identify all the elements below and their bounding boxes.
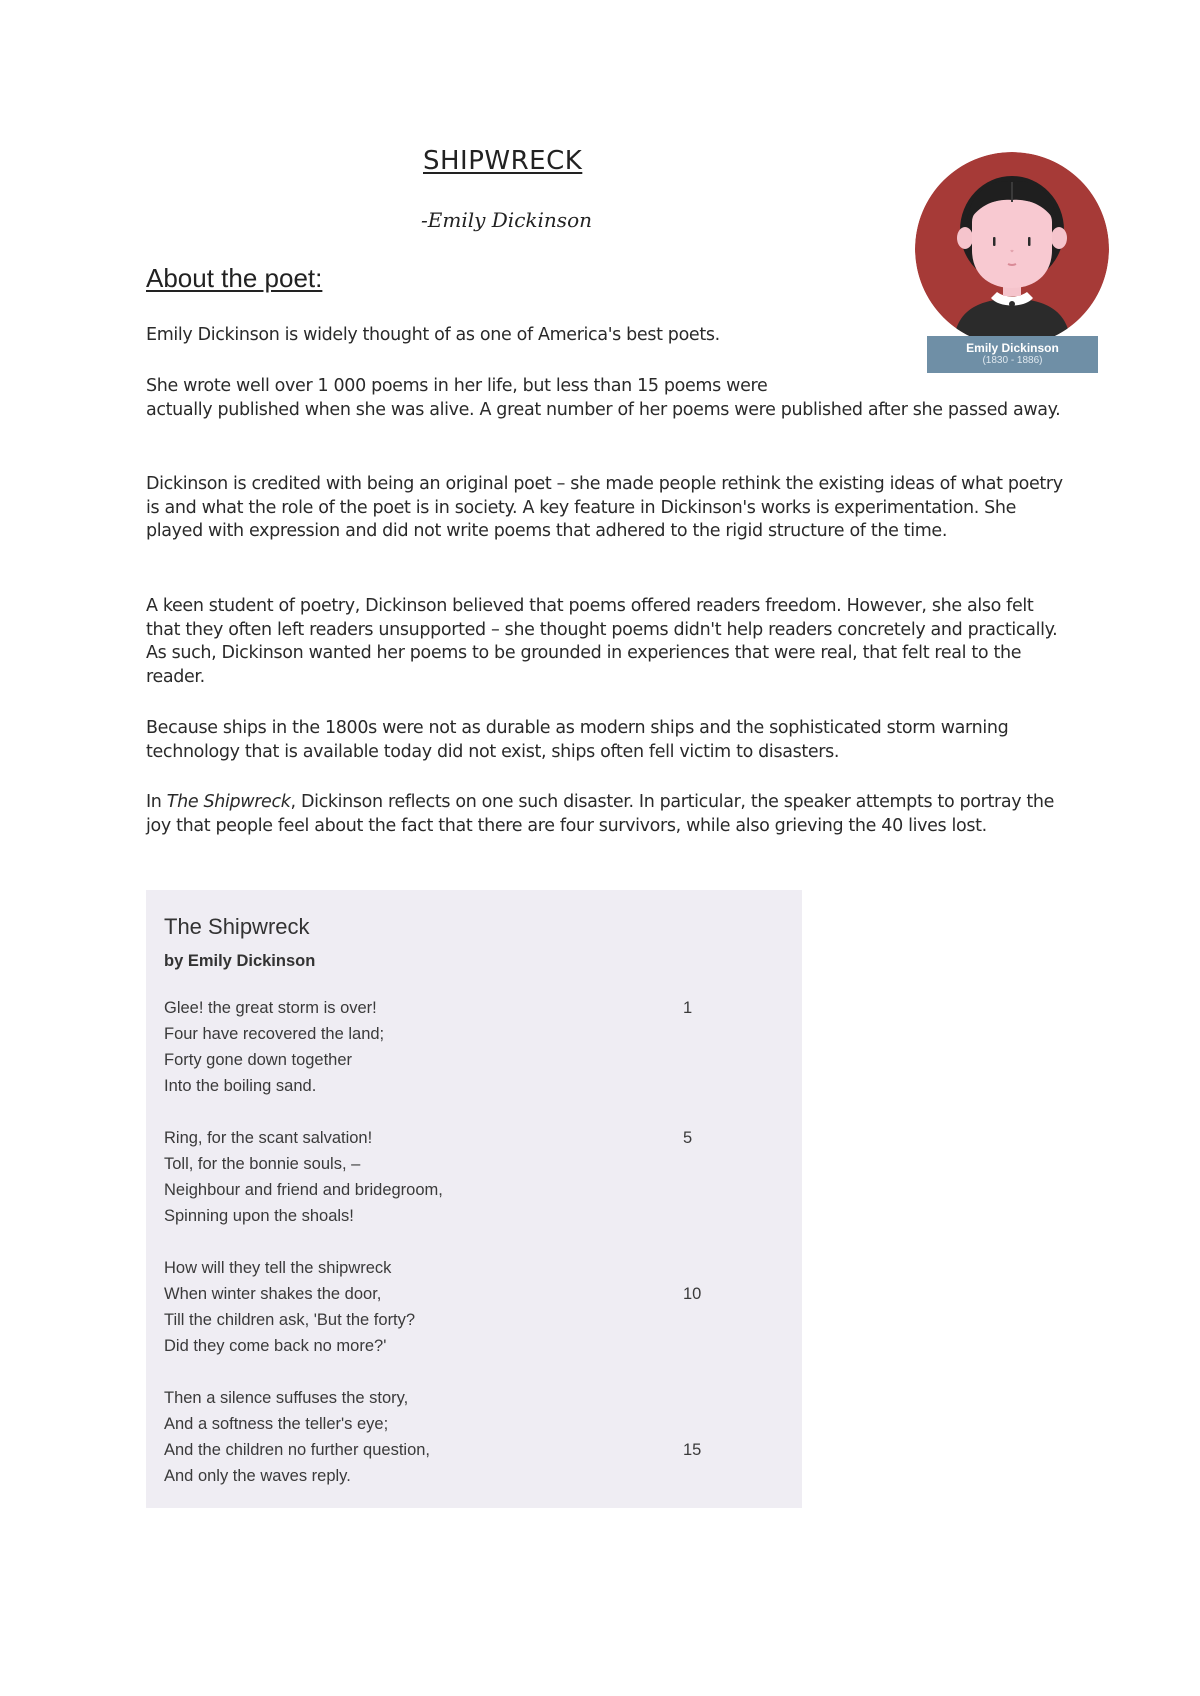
poem-line: How will they tell the shipwreck — [164, 1259, 392, 1277]
poem-line: Glee! the great storm is over! — [164, 999, 377, 1017]
poem-line: Did they come back no more?' — [164, 1337, 387, 1355]
poem-line: Toll, for the bonnie souls, – — [164, 1155, 361, 1173]
poem-line: Neighbour and friend and bridegroom, — [164, 1181, 443, 1199]
paragraph-2-rest: actually published when she was alive. A great number of her poems were published after she passed away. — [146, 399, 1061, 420]
line-number: 5 — [683, 1129, 693, 1147]
poem-line: Into the boiling sand. — [164, 1077, 317, 1095]
paragraph-6 — [146, 791, 1066, 838]
poem-line: Spinning upon the shoals! — [164, 1207, 354, 1225]
poem-box — [146, 890, 802, 1508]
poem-line: Forty gone down together — [164, 1051, 353, 1069]
paragraph-3: Dickinson is credited with being an original poet – she made people rethink the existing ideas of what poetry is and what the role of the poet is in society. A key feature in Dickinson's works is experimentation. She played with expression and did not write poems that adhered to the rigid structure of the time. — [146, 474, 1063, 541]
poem-title-italic: The Shipwreck — [166, 792, 291, 812]
document-byline: -Emily Dickinson — [421, 208, 592, 232]
document-title: SHIPWRECK — [423, 146, 583, 176]
paragraph-6-rest: , Dickinson reflects on one such disaster. In particular, the speaker attempts to portray the joy that people feel about the fact that there are four survivors, while also grieving the 40 lives lost. — [146, 792, 1055, 836]
portrait-caption — [927, 336, 1098, 373]
paragraph-6-prefix: In — [146, 792, 167, 812]
paragraph-2-line-1: She wrote well over 1 000 poems in her life, but less than 15 poems were — [146, 376, 768, 396]
paragraph-4: A keen student of poetry, Dickinson believed that poems offered readers freedom. However, she also felt that they often left readers unsupported – she thought poems didn't help readers concretely and practically. As such, Dickinson wanted her poems to be grounded in experiences that were real, that felt real to the reader. — [146, 596, 1058, 687]
about-heading: About the poet: — [146, 263, 323, 293]
poem-line: When winter shakes the door, — [164, 1285, 382, 1303]
poem-line: And only the waves reply. — [164, 1467, 351, 1485]
poem-line: Four have recovered the land; — [164, 1025, 385, 1043]
paragraph-1: Emily Dickinson is widely thought of as one of America's best poets. — [146, 325, 720, 345]
paragraph-2 — [146, 375, 1066, 422]
line-number: 1 — [683, 999, 693, 1017]
poem-line: Till the children ask, 'But the forty? — [164, 1311, 416, 1329]
poem-line: Then a silence suffuses the story, — [164, 1389, 409, 1407]
portrait-illustration — [915, 152, 1109, 346]
line-number: 15 — [683, 1441, 702, 1459]
portrait-years: (1830 - 1886) — [982, 355, 1043, 366]
poem-author: by Emily Dickinson — [164, 952, 316, 970]
poem-line: And the children no further question, — [164, 1441, 431, 1459]
poem-line: Ring, for the scant salvation! — [164, 1129, 373, 1147]
paragraph-5: Because ships in the 1800s were not as durable as modern ships and the sophisticated storm warning technology that is available today did not exist, ships often fell victim to disasters. — [146, 718, 1009, 762]
poem-line: And a softness the teller's eye; — [164, 1415, 389, 1433]
poem-title: The Shipwreck — [164, 914, 310, 939]
portrait-name: Emily Dickinson — [966, 341, 1059, 355]
line-number: 10 — [683, 1285, 702, 1303]
